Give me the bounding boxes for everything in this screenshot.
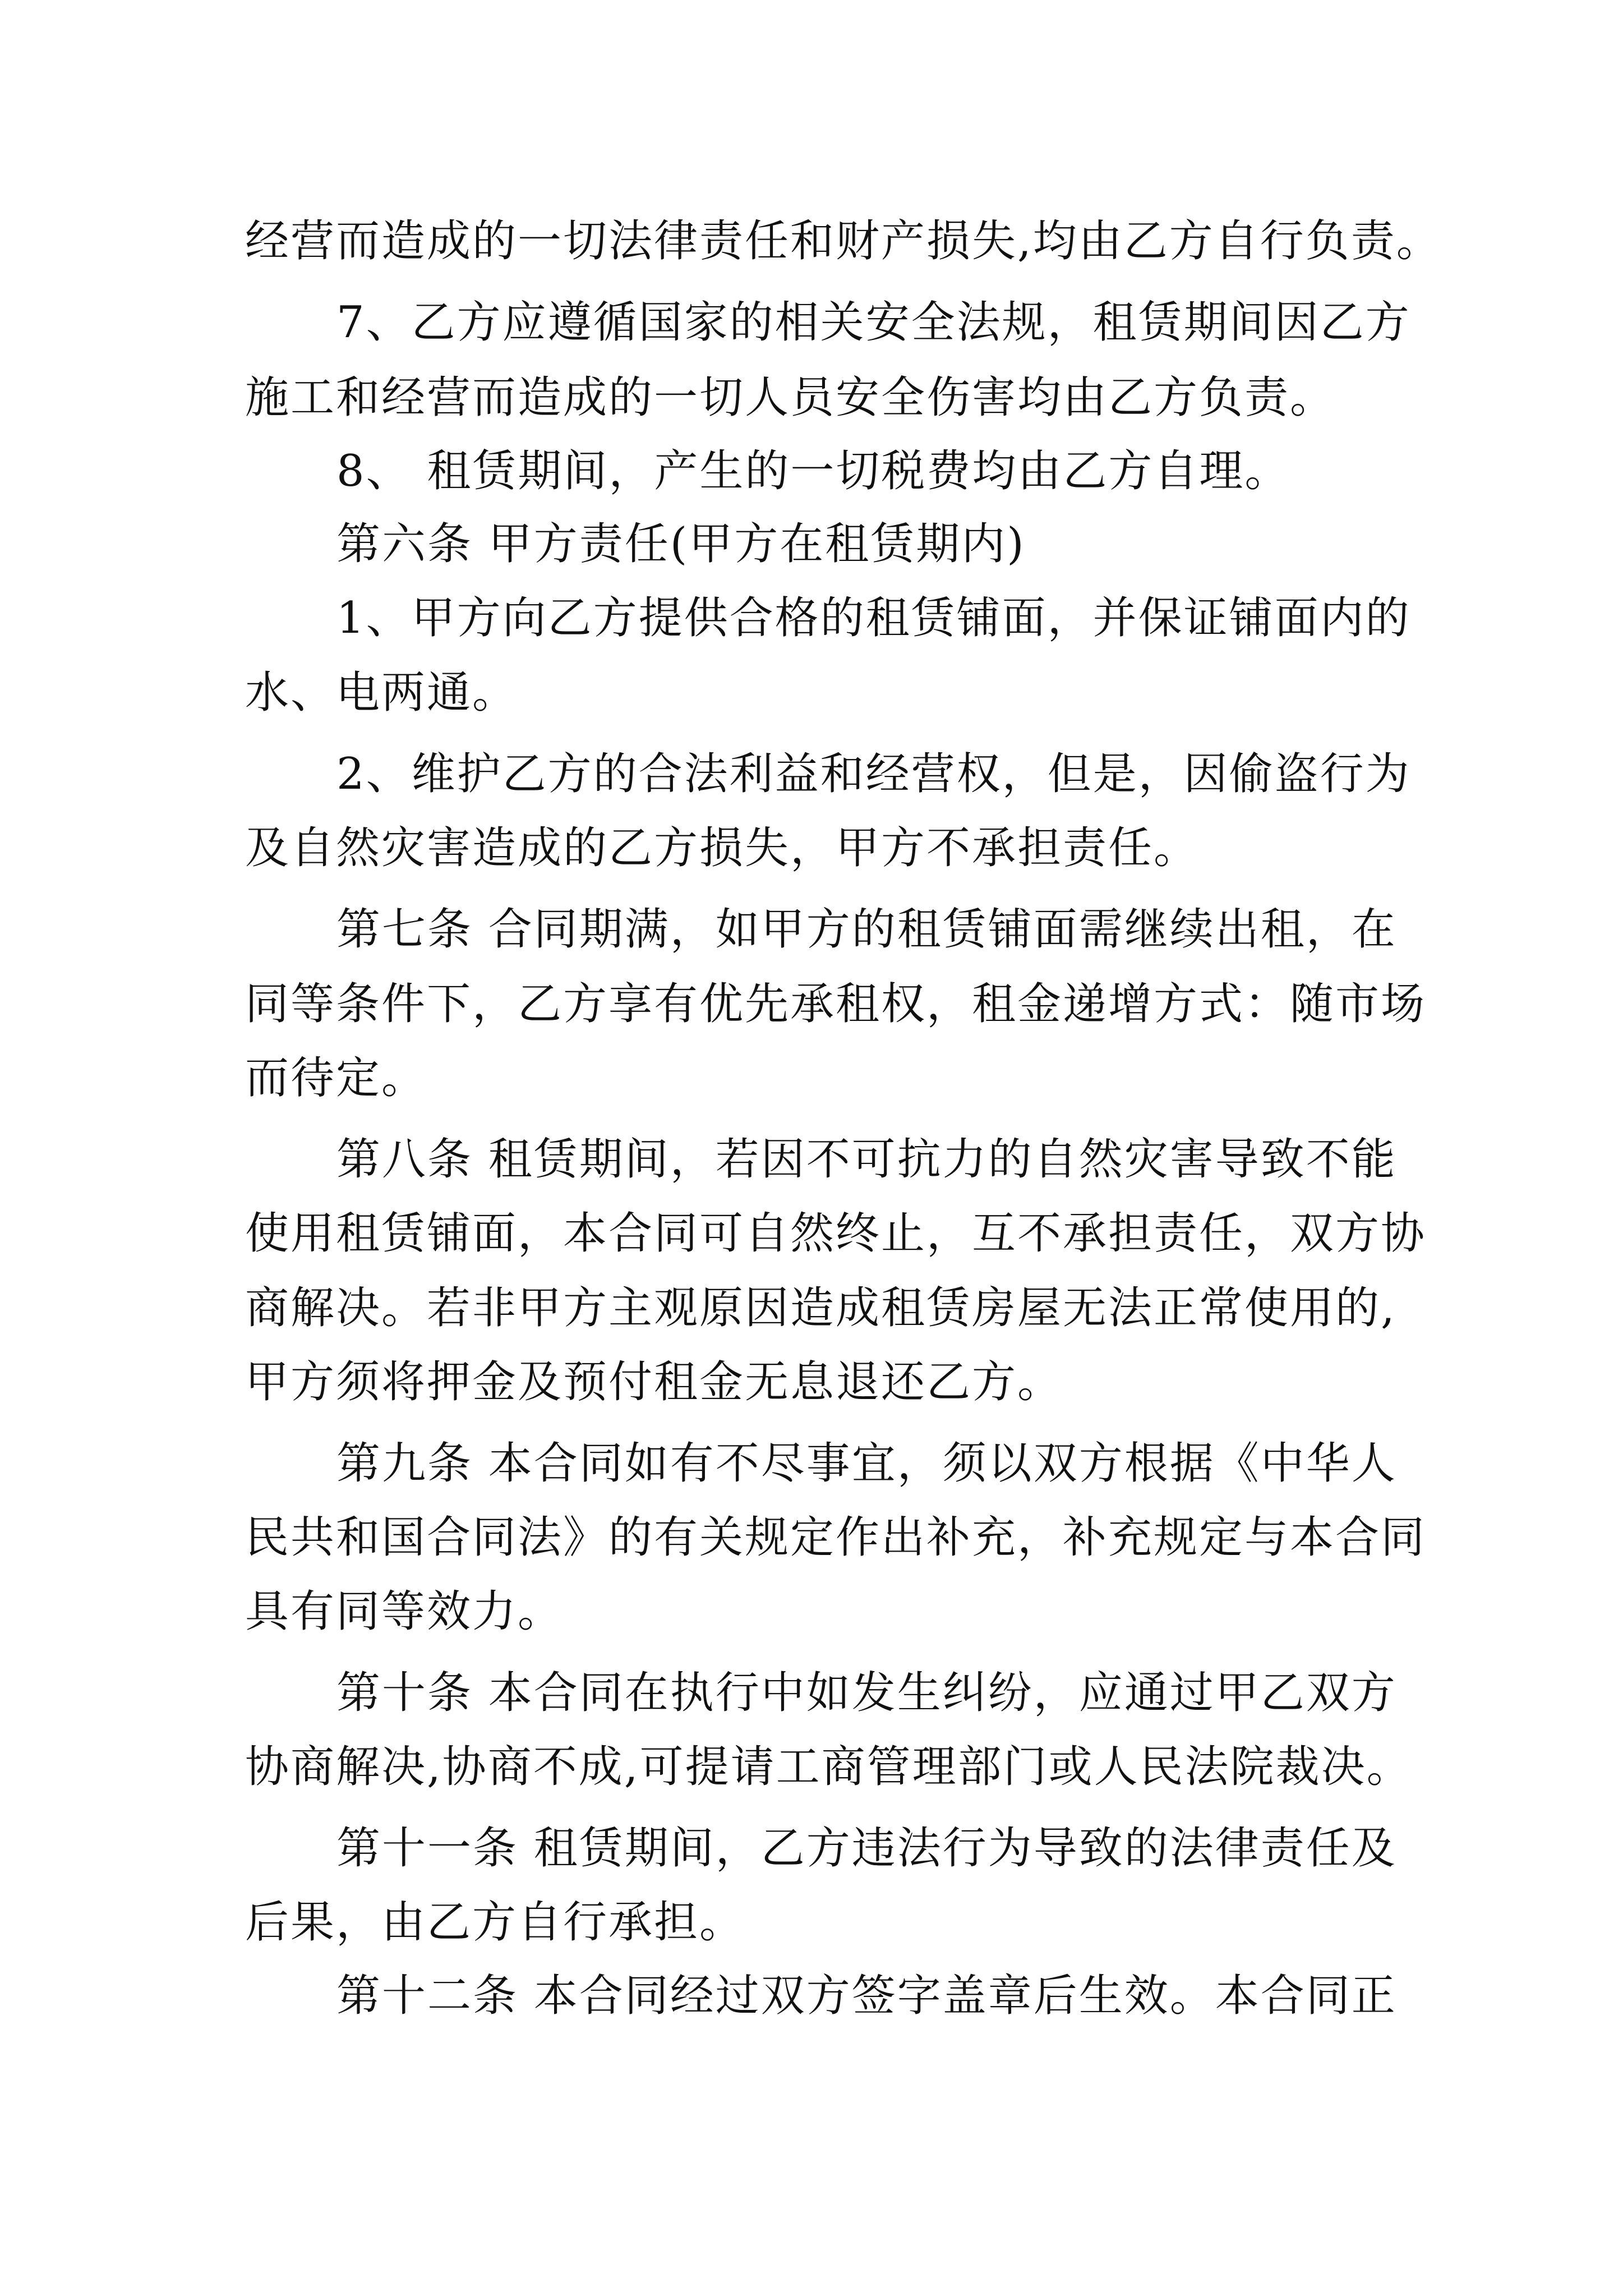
text-line: 第七条 合同期满，如甲方的租赁铺面需继续出租，在 (336, 904, 1397, 955)
text-line: 经营而造成的一切法律责任和财产损失,均由乙方自行负责。 (245, 216, 1442, 266)
text-line: 使用租赁铺面，本合同可自然终止，互不承担责任，双方协 (245, 1208, 1427, 1259)
text-line: 施工和经营而造成的一切人员安全伤害均由乙方负责。 (245, 372, 1336, 423)
text-line: 第十二条 本合同经过双方签字盖章后生效。本合同正 (336, 1971, 1397, 2021)
text-line: 水、电两通。 (245, 668, 518, 718)
text-line: 民共和国合同法》的有关规定作出补充，补充规定与本合同 (245, 1512, 1427, 1563)
text-line: 商解决。若非甲方主观原因造成租赁房屋无法正常使用的, (245, 1283, 1396, 1333)
text-line: 及自然灾害造成的乙方损失，甲方不承担责任。 (245, 823, 1200, 873)
text-line: 而待定。 (245, 1053, 427, 1103)
text-line: 具有同等效力。 (245, 1586, 564, 1637)
text-line: 7、乙方应遵循国家的相关安全法规，租赁期间因乙方 (336, 297, 1411, 348)
text-line: 第八条 租赁期间，若因不可抗力的自然灾害导致不能 (336, 1134, 1397, 1185)
text-line: 第九条 本合同如有不尽事宜，须以双方根据《中华人 (336, 1438, 1397, 1489)
text-line: 甲方须将押金及预付租金无息退还乙方。 (245, 1357, 1063, 1407)
text-line: 同等条件下，乙方享有优先承租权，租金递增方式：随市场 (245, 979, 1427, 1029)
text-line: 第十条 本合同在执行中如发生纠纷，应通过甲乙双方 (336, 1668, 1397, 1718)
text-line: 第六条 甲方责任(甲方在租赁期内) (336, 519, 1026, 569)
text-line: 2、维护乙方的合法利益和经营权，但是，因偷盗行为 (336, 749, 1411, 799)
text-line: 后果，由乙方自行承担。 (245, 1897, 745, 1948)
text-line: 8、 租赁期间，产生的一切税费均由乙方自理。 (336, 446, 1290, 496)
text-line: 协商解决,协商不成,可提请工商管理部门或人民法院裁决。 (245, 1742, 1412, 1792)
text-line: 第十一条 租赁期间，乙方违法行为导致的法律责任及 (336, 1823, 1397, 1874)
text-line: 1、甲方向乙方提供合格的租赁铺面，并保证铺面内的 (336, 593, 1411, 643)
